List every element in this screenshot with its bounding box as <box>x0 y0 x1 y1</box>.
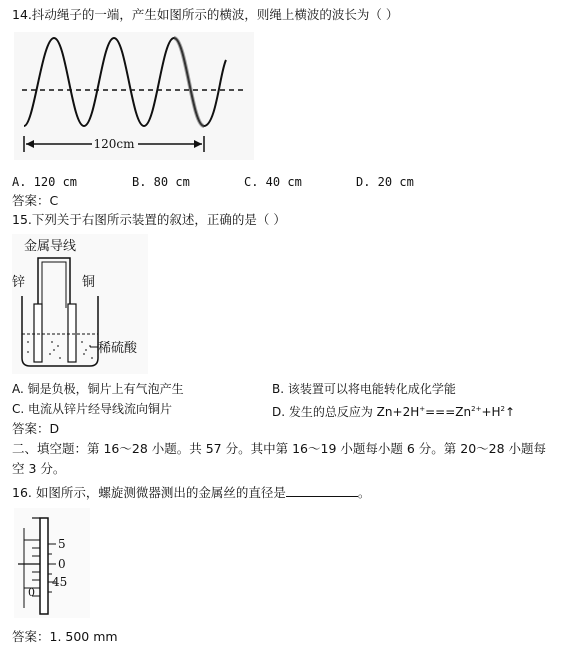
q15-option-d: D. 发生的总反应为 $Zn+2H^+===Zn^{2+}+H^2↑$ <box>272 405 516 419</box>
q14-option-d: D. 20 cm <box>356 175 414 189</box>
zinc-label: 锌 <box>12 275 26 290</box>
q14-option-a: A. 120 cm <box>12 175 78 189</box>
answer-blank <box>286 484 358 497</box>
q14-answer: 答案：C <box>12 193 59 208</box>
q15-option-b: B. 该装置可以将电能转化成化学能 <box>272 382 456 396</box>
thimble-tick-45: 45 <box>52 575 68 589</box>
q16-micrometer-figure <box>14 508 90 618</box>
copper-label: 铜 <box>82 275 96 290</box>
thimble-tick-0: 0 <box>58 557 66 571</box>
solution-label: 稀硫酸 <box>98 341 138 356</box>
thimble <box>40 518 48 614</box>
sleeve-tick-0: 0 <box>28 586 35 599</box>
copper-plate <box>68 304 76 362</box>
q15-stem: 15.下列关于右图所示装置的叙述，正确的是（ ） <box>12 212 286 227</box>
wire-label: 金属导线 <box>24 239 77 254</box>
section2-line2: 空 3 分。 <box>12 461 66 476</box>
q16-answer: 答案：1. 500 mm <box>12 629 118 644</box>
thimble-tick-5: 5 <box>58 537 66 551</box>
q15-option-c: C. 电流从锌片经导线流向铜片 <box>12 402 173 416</box>
q14-option-b: B. 80 cm <box>132 175 190 189</box>
q15-answer: 答案：D <box>12 421 60 436</box>
q16-stem: 16. 如图所示，螺旋测微器测出的金属丝的直径是 。 <box>12 485 371 500</box>
q14-wave-figure <box>14 32 254 160</box>
q15-option-a: A. 铜是负极，铜片上有气泡产生 <box>12 382 184 396</box>
q14-option-c: C. 40 cm <box>244 175 302 189</box>
q14-stem: 14.抖动绳子的一端，产生如图所示的横波，则绳上横波的波长为（ ） <box>12 7 399 22</box>
q14-length-label: 120cm <box>93 137 135 151</box>
zinc-plate <box>34 304 42 362</box>
q15-cell-figure <box>12 234 148 374</box>
section2-line1: 二、填空题：第 16～28 小题。共 57 分。其中第 16～19 小题每小题 6 分。第 20～28 小题每 <box>12 441 547 456</box>
